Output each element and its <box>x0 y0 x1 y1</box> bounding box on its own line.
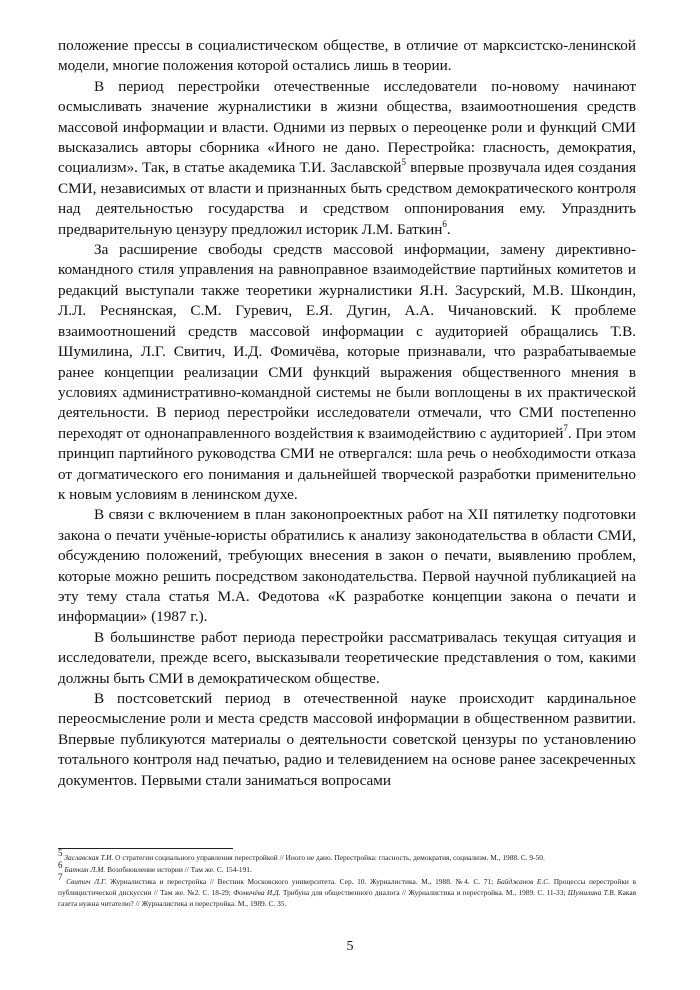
footnote-author: Фомичёва И.Д. <box>233 888 281 897</box>
footnote-author: Байджанов Е.С. <box>496 877 551 886</box>
footnote-author: Заславская Т.И. <box>64 853 114 862</box>
footnote-number: 5 <box>58 847 63 858</box>
footnote-text: Какая газета нужна читателю? // Журналистика и перестройка. М., 1989. С. 35. <box>58 888 637 908</box>
footnote-separator <box>58 848 233 849</box>
paragraph-text: впервые прозвучала идея создания СМИ, независимых от власти и признанных быть средством демократического контроля над деятельностью государства и средством оппонирования ему. Упразднить предварительную цензуру предложил историк Л.М. Баткин <box>58 159 637 238</box>
footnote-author: Шумилина Т.В. <box>567 888 616 897</box>
paragraph-text: В большинстве работ периода перестройки рассматривалась текущая ситуация и исследователи, прежде всего, высказывали теоретические представления о том, какими должны быть СМИ в демократическом обществе. <box>58 628 636 687</box>
footnote-ref[interactable]: 6 <box>442 218 447 229</box>
paragraph <box>58 689 636 791</box>
paragraph-text: В постсоветский период в отечественной науке происходит кардинальное переосмысление роли и места средств массовой информации в общественном развитии. Впервые публикуются материалы о деятельности советской цензуры по установлению тотального контроля над печатью, радио и телевидением на основе ранее засекреченных документов. Первыми стали заниматься вопросами <box>58 690 636 789</box>
paragraph-text: положение прессы в социалистическом обществе, в отличие от марксистско-ленинской модели, многие положения которой остались лишь в теории. <box>58 37 636 75</box>
footnote-text: Трибуна для общественного диалога // Журналистика и перестройка. М., 1989. С. 11-33; <box>280 888 568 897</box>
footnote-author: Свитич Л.Г. <box>66 877 107 886</box>
footnote-text: Процессы перестройки в публицистической дискуссии // Там же. №2. С. 18-29; <box>58 877 636 897</box>
footnote-ref[interactable]: 5 <box>401 157 407 168</box>
footnote-ref[interactable]: 7 <box>563 422 568 433</box>
footnote-text: О стратегии социального управления перестройкой // Иного не дано. Перестройка: гласность, демократия, социализм. М., 1988. С. 9-50. <box>113 853 545 862</box>
body-text <box>58 36 636 791</box>
paragraph-text: За расширение свободы средств массовой информации, замену директивно-командного стиля управления на равноправное взаимодействие партийных комитетов и редакций выступали также теоретики журналистики Я.Н. Засурский, М.В. Шкондин, Л.Л. Реснянская, С.М. Гуревич, Е.Я. Дугин, А.А. Чичановский. К проблеме взаимоотношений средств массовой информации с аудиторией обращались Т.В. Шумилина, Л.Г. Свитич, И.Д. Фомичёва, которые признавали, что разрабатываемые ранее концепции реализации СМИ функций выражения общественного мнения в условиях административно-командной системы не были воплощены в их практической деятельности. В период перестройки исследователи отмечали, что СМИ постепенно переходят от однонаправленного воздействия к взаимодействию с аудиторией <box>58 241 636 442</box>
footnote-number: 6 <box>58 859 63 870</box>
paragraph <box>58 36 636 77</box>
footnote <box>58 847 636 863</box>
footnote-number: 7 <box>58 871 63 882</box>
page-number: 5 <box>346 939 354 954</box>
footnotes <box>58 847 637 910</box>
footnote <box>58 871 637 909</box>
footnote-text: Возобновление истории // Там же. С. 154-191. <box>105 865 252 874</box>
footnote <box>58 859 636 875</box>
footnote-text: Журналистика и перестройка // Вестник Московского университета. Сер. 10. Журналистика. М., 1988. №4. С. 71; <box>106 877 497 886</box>
paragraph-text: . <box>446 220 451 238</box>
footnote-author: Баткин Л.М. <box>64 865 106 874</box>
paragraph-text: В связи с включением в план законопроектных работ на XII пятилетку подготовки закона о печати учёные-юристы обратились к анализу законодательства в области СМИ, обсуждению положений, требующих внесения в закон о печати, выявлению проблем, которые можно решить посредством законодательства. Первой научной публикацией на эту тему стала статья М.А. Федотова «К разработке концепции закона о печати и информации» (1987 г.). <box>58 506 636 626</box>
paragraph <box>58 628 636 689</box>
paragraph-text: . При этом принцип партийного руководства СМИ не отвергался: шла речь о необходимости отказа от догматического его понимания и дальнейшей творческой разработки применительно к новым условиям в ленинском духе. <box>58 424 636 503</box>
paragraph <box>58 505 636 627</box>
paragraph <box>58 77 636 240</box>
paragraph <box>58 240 636 505</box>
paragraph-text: В период перестройки отечественные исследователи по-новому начинают осмысливать значение журналистики в жизни общества, взаимоотношения средств массовой информации и власти. Одними из первых о переоценке роли и функций СМИ высказались авторы сборника «Иного не дано. Перестройка: гласность, демократия, социализм». Так, в статье академика Т.И. Заславской <box>58 77 636 177</box>
